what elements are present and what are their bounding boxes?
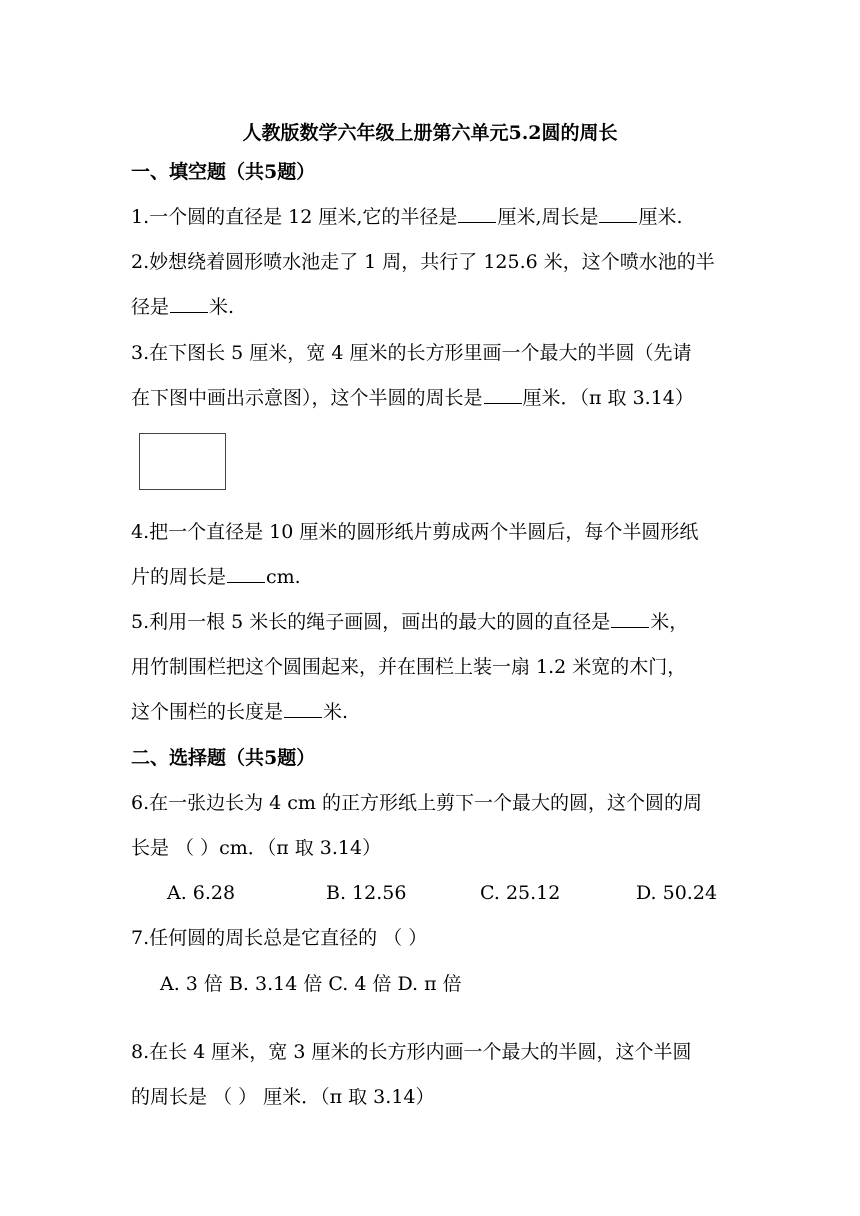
question-2-line-2	[131, 298, 234, 317]
answer-blank[interactable]	[458, 221, 496, 223]
answer-blank[interactable]	[170, 311, 208, 313]
q5-text-c: 这个围栏的长度是	[131, 701, 284, 723]
q1-text-a: 1.一个圆的直径是 12 厘米,它的半径是	[131, 206, 458, 228]
question-1	[131, 208, 683, 227]
rectangle-figure	[139, 433, 226, 490]
q6-option-b[interactable]: B. 12.56	[326, 882, 407, 904]
question-3-line-1: 3.在下图长 5 厘米，宽 4 厘米的长方形里画一个最大的半圆（先请	[131, 342, 692, 364]
q1-text-c: 厘米.	[638, 206, 683, 228]
q3-text-b: 厘米．（π 取 3.14）	[522, 387, 694, 409]
q5-text-d: 米.	[323, 701, 349, 723]
question-3-line-2	[131, 389, 694, 408]
question-2-line-1: 2.妙想绕着圆形喷水池走了 1 周，共行了 125.6 米，这个喷水池的半	[131, 251, 715, 273]
answer-blank[interactable]	[227, 581, 265, 583]
question-4-line-1: 4.把一个直径是 10 厘米的圆形纸片剪成两个半圆后，每个半圆形纸	[131, 521, 699, 543]
question-5-line-1	[131, 613, 688, 632]
q3-text-a: 在下图中画出示意图），这个半圆的周长是	[131, 387, 483, 409]
page-title: 人教版数学六年级上册第六单元5.2圆的周长	[242, 122, 618, 144]
answer-blank[interactable]	[599, 221, 637, 223]
answer-blank[interactable]	[484, 402, 522, 404]
question-4-line-2	[131, 568, 301, 587]
q2-text-b: 米.	[209, 296, 235, 318]
question-5-line-2: 用竹制围栏把这个圆围起来，并在围栏上装一扇 1.2 米宽的木门，	[131, 656, 687, 678]
question-8-line-2: 的周长是 （ ） 厘米．（π 取 3.14）	[131, 1086, 435, 1108]
question-7-line-1: 7.任何圆的周长总是它直径的 （ ）	[131, 927, 428, 949]
q5-text-b: 米，	[650, 611, 689, 633]
question-6-line-2: 长是 （ ）cm．（π 取 3.14）	[131, 837, 382, 859]
section-heading-multiple-choice: 二、选择题（共5题）	[131, 747, 316, 769]
question-8-line-1: 8.在长 4 厘米，宽 3 厘米的长方形内画一个最大的半圆，这个半圆	[131, 1041, 692, 1063]
answer-blank[interactable]	[284, 716, 322, 718]
q4-text-b: cm.	[266, 566, 301, 588]
q5-text-a: 5.利用一根 5 米长的绳子画圆，画出的最大的圆的直径是	[131, 611, 611, 633]
section-heading-fill-blank: 一、填空题（共5题）	[131, 161, 316, 183]
question-5-line-3	[131, 703, 348, 722]
q6-option-a[interactable]: A. 6.28	[167, 882, 236, 904]
answer-blank[interactable]	[611, 626, 649, 628]
question-6-line-1: 6.在一张边长为 4 cm 的正方形纸上剪下一个最大的圆，这个圆的周	[131, 792, 702, 814]
q4-text-a: 片的周长是	[131, 566, 227, 588]
q2-text-a: 径是	[131, 296, 170, 318]
q6-option-c[interactable]: C. 25.12	[480, 882, 561, 904]
q6-option-d[interactable]: D. 50.24	[636, 882, 718, 904]
q7-options[interactable]: A. 3 倍 B. 3.14 倍 C. 4 倍 D. π 倍	[160, 973, 462, 995]
q1-text-b: 厘米,周长是	[497, 206, 599, 228]
